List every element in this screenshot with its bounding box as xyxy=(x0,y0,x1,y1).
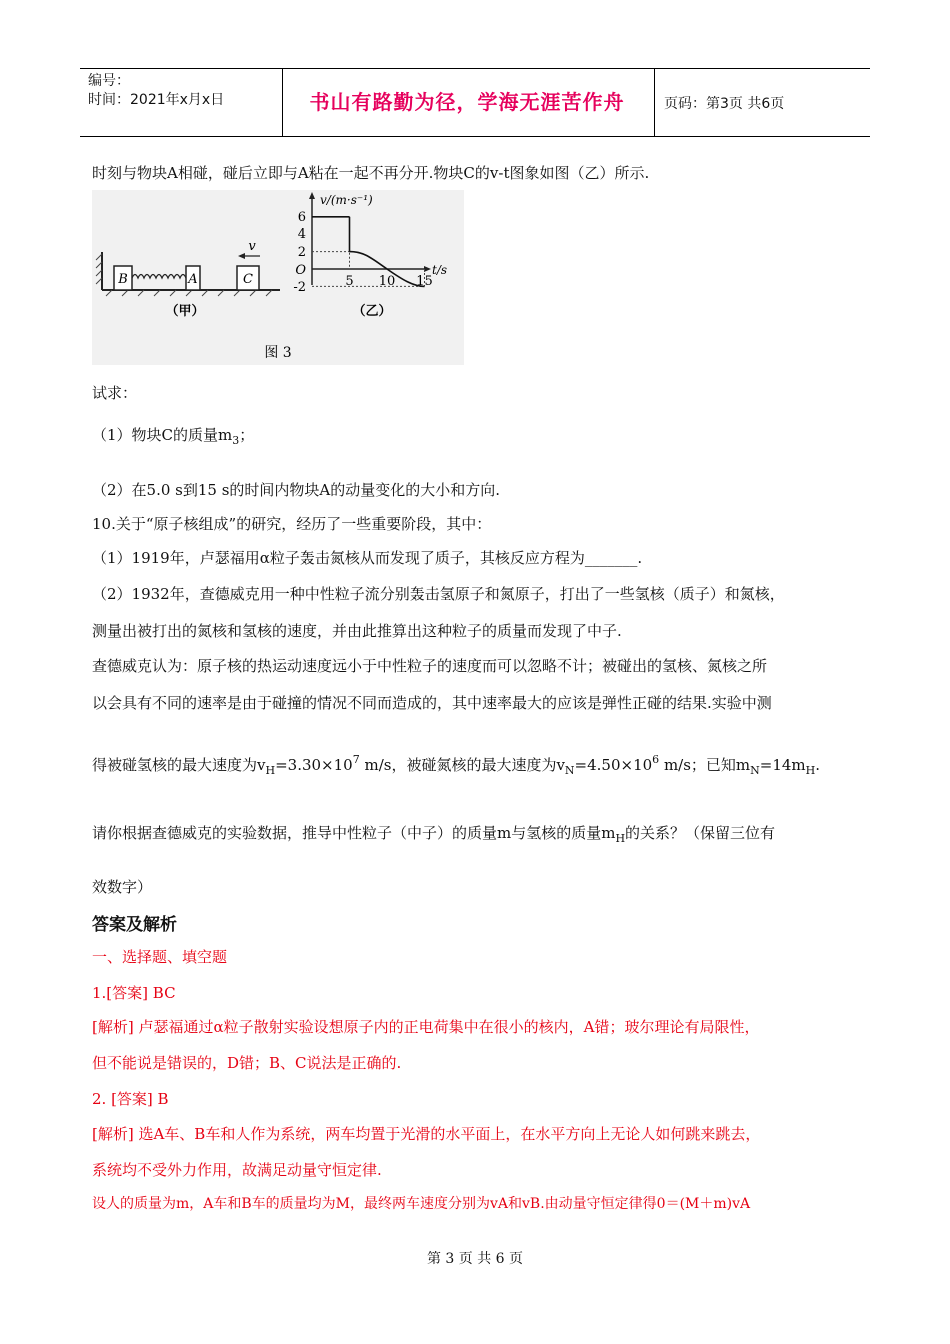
q10-p2b: 测量出被打出的氮核和氢核的速度，并由此推算出这种粒子的质量而发现了中子. xyxy=(92,622,622,640)
q10-p6: 效数字） xyxy=(92,878,153,896)
q10-p5 xyxy=(92,822,775,845)
q9-part2: （2）在5.0 s到15 s的时间内物块A的动量变化的大小和方向. xyxy=(92,481,501,499)
q10-p4-exp2: 6 xyxy=(652,753,660,766)
explain-1a: [解析] 卢瑟福通过α粒子散射实验设想原子内的正电荷集中在很小的核内，A错；玻尔理论有局限性， xyxy=(92,1018,760,1036)
date-label: 时间：2021年x月x日 xyxy=(88,92,225,108)
q10-p5-sub: H xyxy=(615,832,626,845)
q9-ask: 试求： xyxy=(92,384,138,402)
velocity-arrowhead xyxy=(238,253,245,259)
header-page-code: 页码：第3页 共6页 xyxy=(664,96,785,112)
y-axis-arrow xyxy=(309,192,315,199)
header-bottom-rule xyxy=(80,136,870,137)
figure-svg xyxy=(92,190,464,365)
x-axis-arrow xyxy=(424,266,431,272)
q10-p4-f: =14m xyxy=(759,756,806,774)
header-top-rule xyxy=(80,68,870,69)
q10-p5-a: 请你根据查德威克的实验数据，推导中性粒子（中子）的质量m与氢核的质量m xyxy=(92,824,616,842)
y-ticks xyxy=(293,210,306,295)
q10-p4-a: 得被碰氢核的最大速度为v xyxy=(92,756,266,774)
q10-p5-b: 的关系？（保留三位有 xyxy=(625,824,776,842)
page-footer: 第 3 页 共 6 页 xyxy=(426,1251,524,1267)
q10-p4-b: =3.30×10 xyxy=(275,756,353,774)
explain-2b: 系统均不受外力作用，故满足动量守恒定律. xyxy=(92,1161,382,1179)
q9-part1-text: （1）物块C的质量m xyxy=(92,426,233,444)
diagram-jia xyxy=(96,239,280,319)
block-b-label: B xyxy=(118,272,128,287)
q10-p4-g: . xyxy=(815,756,821,774)
answers-section: 一、选择题、填空题 xyxy=(92,948,228,966)
q10-p4-sub-n2: N xyxy=(750,764,760,777)
y-tick-6: 6 xyxy=(297,210,306,225)
y-tick-neg2: -2 xyxy=(293,280,306,295)
q9-part1-end: ； xyxy=(239,426,255,444)
explain-2c: 设人的质量为m，A车和B车的质量均为M，最终两车速度分别为vA和vB.由动量守恒定律得0＝(M＋m)vA xyxy=(92,1196,751,1212)
q9-intro: 时刻与物块A相碰，碰后立即与A粘在一起不再分开.物块C的v-t图象如图（乙）所示. xyxy=(92,164,650,182)
y-tick-4: 4 xyxy=(297,227,306,242)
explain-1b: 但不能说是错误的，D错；B、C说法是正确的. xyxy=(92,1054,402,1072)
answers-heading: 答案及解析 xyxy=(92,915,177,935)
q10-p2a: （2）1932年，查德威克用一种中性粒子流分别轰击氢原子和氮原子，打出了一些氢核（质子）和氮核， xyxy=(92,585,785,603)
vt-graph xyxy=(293,192,447,319)
y-tick-2: 2 xyxy=(297,245,306,260)
x-tick-10: 10 xyxy=(378,274,396,289)
q10-p4-d: =4.50×10 xyxy=(574,756,653,774)
q9-part1-sub: 3 xyxy=(232,434,240,447)
graph-marks xyxy=(312,217,425,287)
figure-3 xyxy=(92,190,464,365)
header-divider-right xyxy=(654,68,655,136)
x-tick-15: 15 xyxy=(416,274,433,289)
label-jia: （甲） xyxy=(165,304,205,319)
answer-2: 2. [答案] B xyxy=(92,1090,169,1108)
q10-p4-sub-n: N xyxy=(564,764,575,777)
q10-p4-sub-h: H xyxy=(265,764,276,777)
block-a-label: A xyxy=(188,272,198,287)
q10-p4-c: m/s，被碰氮核的最大速度为v xyxy=(359,756,565,774)
header-motto: 书山有路勤为径，学海无涯苦作舟 xyxy=(309,90,625,114)
q10-title: 10.关于“原子核组成”的研究，经历了一些重要阶段，其中： xyxy=(92,515,492,533)
answer-1: 1.[答案] BC xyxy=(92,984,176,1002)
spring xyxy=(132,275,186,279)
y-tick-origin: O xyxy=(295,263,306,278)
q10-p4-sub-h2: H xyxy=(805,764,816,777)
q10-p4-e: m/s；已知m xyxy=(659,756,751,774)
header-meta xyxy=(88,72,224,110)
q10-p4 xyxy=(92,753,820,777)
block-c-label: C xyxy=(243,272,253,287)
figure-caption: 图 3 xyxy=(264,345,292,361)
velocity-symbol: v xyxy=(248,239,256,254)
label-yi: （乙） xyxy=(352,304,392,319)
y-axis-label: v/(m·s⁻¹) xyxy=(320,193,373,207)
x-tick-5: 5 xyxy=(345,274,354,289)
serial-label: 编号： xyxy=(88,73,130,89)
q10-p3a: 查德威克认为：原子核的热运动速度远小于中性粒子的速度而可以忽略不计；被碰出的氢核、氮核之所 xyxy=(92,657,768,675)
q10-p3b: 以会具有不同的速率是由于碰撞的情况不同而造成的，其中速率最大的应该是弹性正碰的结果.实验中测 xyxy=(92,694,772,712)
q10-p1: （1）1919年，卢瑟福用α粒子轰击氮核从而发现了质子，其核反应方程为_______. xyxy=(92,549,643,567)
q9-part1 xyxy=(92,424,254,447)
q10-p4-exp1: 7 xyxy=(352,753,360,766)
x-axis-label: t/s xyxy=(432,263,448,277)
explain-2a: [解析] 选A车、B车和人作为系统，两车均置于光滑的水平面上，在水平方向上无论人如何跳来跳去， xyxy=(92,1125,761,1143)
